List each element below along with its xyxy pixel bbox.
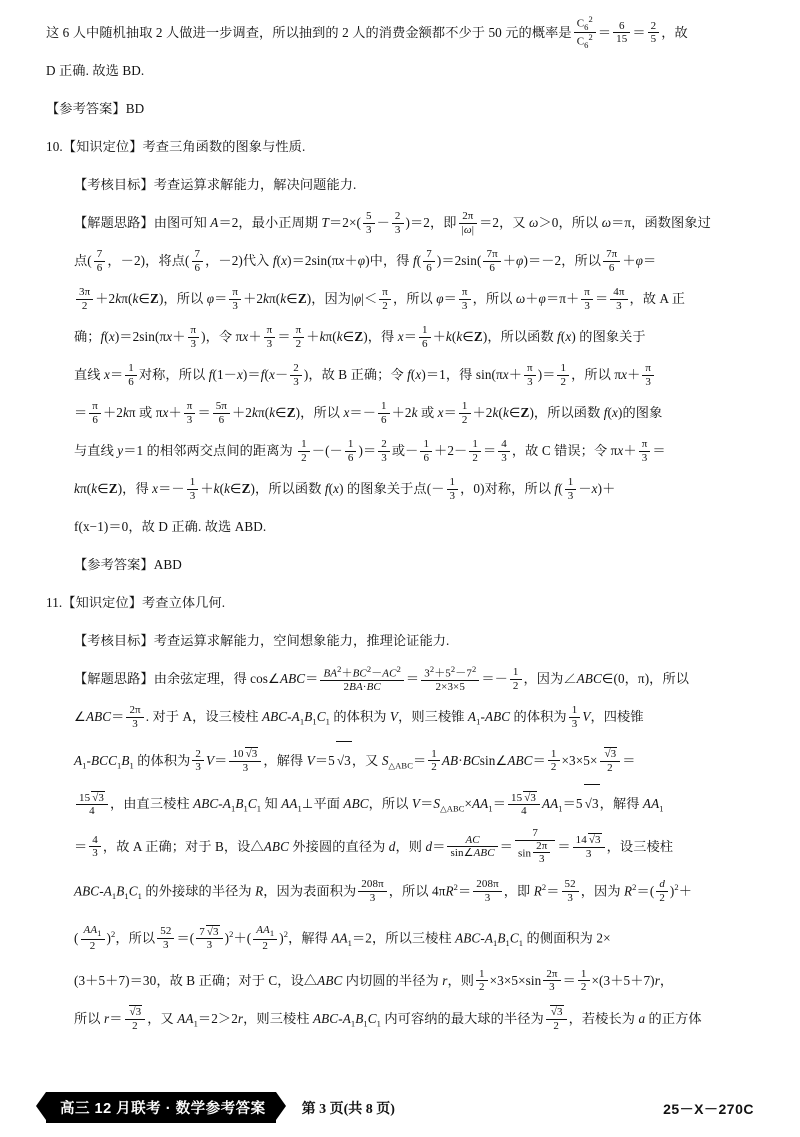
item-10-solution-line-4: 确；f(x)＝2sin(πx＋ $\frac{\pi}{3}$ )，令 πx＋ $\frac{\pi}{3}$ ＝ $\frac{\pi}{2}$ ＋kπ(k∈Z)，得 x＝ $\frac{1}{6}$ ＋k(k∈Z)，所以函数 f(x) 的图象关于 [74, 323, 646, 350]
paren-group: ( [356, 215, 362, 231]
item-10-solution-line-9: f(x−1)＝0，故 D 正确. 故选 ABD. [74, 519, 267, 535]
item-10-heading: 10.【知识定位】考查三角函数的图象与性质. [46, 139, 306, 155]
item-11-solution-line-2: ∠ABC＝ $\frac{2\pi}{3}$ . 对于 A，设三棱柱 ABC-$A_1B_1C_1$ 的体积为 V，则三棱锥 $A_1$-ABC 的体积为 $\frac{1}{3}$ V，四棱锥 [74, 703, 644, 730]
text-line-1: 这 6 人中随机抽取 2 人做进一步调查，所以抽到的 2 人的消费金额都不少于 50 元的概率是 $\frac{C_6^2}{C_6^2}$ ＝ $\frac{6}{15}$ ＝ $\frac{2}{5}$ ，故 [46, 13, 688, 51]
combination-fraction: $\frac{C_6^2}{C_6^2}$ [572, 16, 598, 52]
footer-exam-code: 25－X－270C [663, 1101, 754, 1117]
item-10-solution-line-2: 点( $\frac{7}{6}$ ，－2)，将点( $\frac{7}{6}$ ，－2)代入 f(x)＝2sin(πx＋φ)中，得 f( $\frac{7}{6}$ )＝2sin( $\frac{7\pi}{6}$ ＋φ)＝－2，所以 $\frac{7\pi}{6}$ ＋φ＝ [74, 247, 657, 274]
item-11-solution-line-9: 所以 r＝ $\frac{√3}{2}$ ，又 $AA_1=2>2r$，则三棱柱 ABC-$A_1B_1C_1$ 内可容纳的最大球的半径为 $\frac{√3}{2}$ ，若棱长为 a 的正方体 [74, 1006, 702, 1032]
item-10-solution-line-1: 【解题思路】由图可知 A＝2，最小正周期 T＝2×( $\frac{5}{3}$ － $\frac{2}{3}$ )＝2，即 $\frac{2\pi}{|\omega|}$ ＝2，又 ω＞0，所以 ω＝π，函数图象过 [74, 209, 711, 236]
item-11-solution-line-6: ABC-$A_1B_1C_1$ 的外接球的半径为 R，因为表面积为 $\frac{208\pi}{3}$ ，所以 $4\pi R^2=$ $\frac{208\pi}{3}$ ，即 $R^2=$ $\frac{52}{3}$ ，因为 $R^2=$( $\frac{d}{2}$ )$^2$＋ [74, 878, 693, 904]
item-11-solution-line-4: $\frac{15 √3}{4}$ ，由直三棱柱 ABC-$A_1B_1C_1$ 知 $AA_1\perp$平面 ABC，所以 $V=S_{\triangle ABC}\times AA_1=$ $\frac{15 √3}{4}$ $AA_1=5$ √3，解得 $AA_1$ [46, 784, 754, 828]
item-11-objective: 【考核目标】考查运算求解能力，空间想象能力，推理论证能力. [74, 633, 450, 649]
page-footer [0, 1083, 800, 1137]
reference-answer-abd: 【参考答案】ABD [74, 557, 182, 573]
item-10-solution-line-5: 直线 x＝ $\frac{1}{6}$ 对称，所以 f(1－x)＝f(x－ $\frac{2}{3}$ )，故 B 正确；令 f(x)＝1，得 sin(πx＋ $\frac{\pi}{3}$ )＝ $\frac{1}{2}$ ，所以 πx＋ $\frac{\pi}{3}$ [46, 356, 754, 394]
fraction-2-5: $\frac{2}{5}$ [648, 20, 660, 46]
item-11-solution-line-5: ＝ $\frac{4}{3}$ ，故 A 正确；对于 B，设△ABC 外接圆的直径为 d，则 d＝ $\frac{AC}{\text{sin∠ABC}}$ ＝ 7 sin $\frac{2\pi}{3}$ ＝ $\frac{14 √3}{3}$ ，设三棱柱 [74, 827, 674, 866]
footer-band [46, 1092, 395, 1123]
item-11-solution-line-8: (3＋5＋7)＝30，故 B 正确；对于 C，设△ABC 内切圆的半径为 r，则 $\frac{1}{2}$ ×3×5×sin $\frac{2\pi}{3}$ ＝ $\frac{1}{2}$ ×(3＋5＋7)r， [74, 967, 674, 994]
item-10-solution-line-8: kπ(k∈Z)，得 x＝－ $\frac{1}{3}$ ＋k(k∈Z)，所以函数 f(x) 的图象关于点(－ $\frac{1}{3}$ ，0)对称，所以 f( $\frac{1}{3}$ －x)＋ [74, 475, 616, 502]
text-line-2: D 正确. 故选 BD. [46, 63, 145, 79]
item-10-solution-line-7: 与直线 y＝1 的相邻两交点间的距离为 $\frac{1}{2}$ －(－ $\frac{1}{6}$ )＝ $\frac{2}{3}$ 或－ $\frac{1}{6}$ ＋2－ $\frac{1}{2}$ ＝ $\frac{4}{3}$ ，故 C 错误；令 πx＋ $\frac{\pi}{3}$ ＝ [74, 437, 666, 464]
item-10-objective: 【考核目标】考查运算求解能力，解决问题能力. [74, 177, 357, 193]
item-11-solution-line-1: 【解题思路】由余弦定理，得 cos∠ABC＝ $\frac{BA^2+BC^2-AC^2}{2BA\cdot BC}$ ＝ $\frac{3^2+5^2-7^2}{2\times 3\times 5}$ ＝－ $\frac{1}{2}$ ，因为∠ABC∈(0，π)，所以 [74, 663, 690, 693]
footer-page-number: 第 3 页(共 8 页) [301, 1101, 395, 1117]
item-10-solution-line-6: ＝ $\frac{\pi}{6}$ ＋2kπ 或 πx＋ $\frac{\pi}{3}$ ＝ $\frac{5\pi}{6}$ ＋2kπ(k∈Z)，所以 x＝－ $\frac{1}{6}$ ＋2k 或 x＝ $\frac{1}{2}$ ＋2k(k∈Z)，所以函数 f(x)的图象 [74, 399, 663, 426]
reference-answer-bd: 【参考答案】BD [46, 101, 145, 117]
line-1-text: 这 6 人中随机抽取 2 人做进一步调查，所以抽到的 2 人的消费金额都不少于 50 元的概率是 [46, 25, 572, 40]
item-10-solution-line-3: $\frac{3\pi}{2}$ ＋2kπ(k∈Z)，所以 φ＝ $\frac{\pi}{3}$ ＋2kπ(k∈Z)，因为|φ|＜ $\frac{\pi}{2}$ ，所以 φ＝ $\frac{\pi}{3}$ ，所以 ω＋φ＝π＋ $\frac{\pi}{3}$ ＝ $\frac{4\pi}{3}$ ，故 A 正 [46, 280, 754, 318]
fraction-6-15: $\frac{6}{15}$ [613, 20, 630, 46]
footer-ribbon-title: 高三 12 月联考 · 数学参考答案 [46, 1092, 276, 1123]
item-11-heading: 11.【知识定位】考查立体几何. [46, 595, 226, 611]
item-11-solution-line-7: ( $\frac{AA_1}{2}$ )$^2$，所以 $\frac{52}{3}$ ＝( $\frac{7 √3}{3}$ )$^2$＋( $\frac{AA_1}{2}$ )$^2$，解得 $AA_1=2$，所以三棱柱 ABC-$A_1B_1C_1$ 的侧面积为 2× [74, 924, 611, 952]
item-11-solution-line-3: $A_1-BCC_1B_1$ 的体积为 $\frac{2}{3}$ V＝ $\frac{10 √3}{3}$ ，解得 V＝5 √3，又 $S_{\triangle ABC}=$ $\frac{1}{2}$ AB·BCsin∠ABC＝ $\frac{1}{2}$ ×3×5× $\frac{√3}{2}$ ＝ [46, 741, 754, 785]
